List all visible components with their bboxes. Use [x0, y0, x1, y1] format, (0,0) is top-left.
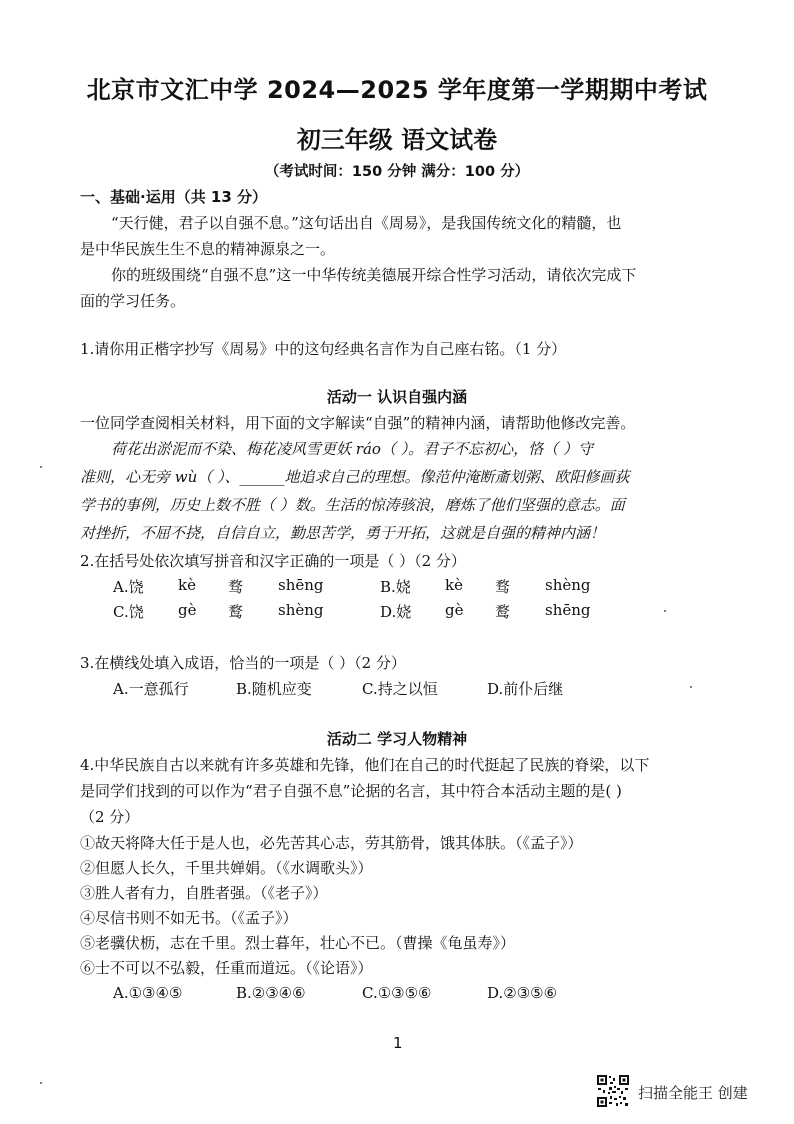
paper-title: 初三年级 语文试卷	[296, 126, 498, 154]
option-pinyin: shēng	[278, 576, 324, 594]
section-heading: 一、基础·运用（共 13 分）	[80, 188, 268, 206]
q4-option-b: B.②③④⑥	[236, 984, 306, 1002]
option-pinyin: shèng	[278, 601, 324, 619]
activity-2-title: 活动二 学习人物精神	[326, 730, 468, 748]
quote-item: ①故天将降大任于是人也，必先苦其心志，劳其筋骨，饿其体肤。（《孟子》）	[80, 834, 583, 852]
question-4-stem: 4.中华民族自古以来就有许多英雄和先锋，他们在自己的时代挺起了民族的脊梁，以下	[80, 756, 650, 774]
passage-line: 学书的事例，历史上数不胜（ ）数。生活的惊涛骇浪，磨炼了他们坚强的意志。面	[80, 496, 625, 514]
scan-speck	[40, 466, 42, 468]
option-pinyin: kè	[178, 576, 196, 594]
qr-code-icon	[596, 1074, 630, 1108]
q3-option-b: B.随机应变	[236, 680, 312, 698]
intro-line: 是中华民族生生不息的精神源泉之一。	[80, 240, 336, 258]
option-pinyin: gè	[445, 601, 464, 619]
option-label: D.娆	[380, 603, 412, 621]
question-3-stem: 3.在横线处填入成语，恰当的一项是（ ）（2 分）	[80, 654, 406, 672]
option-label: A.饶	[113, 578, 144, 596]
passage-line: 对挫折，不屈不挠，自信自立，勤思苦学，勇于开拓，这就是自强的精神内涵！	[80, 524, 606, 542]
option-pinyin: kè	[445, 576, 463, 594]
quote-item: ③胜人者有力，自胜者强。（《老子》）	[80, 884, 328, 902]
question-4-stem: 是同学们找到的可以作为“君子自强不息”论据的名言，其中符合本活动主题的是( )	[80, 782, 622, 800]
option-label: C.饶	[113, 603, 144, 621]
option-pinyin: shèng	[545, 576, 591, 594]
quote-item: ②但愿人长久，千里共婵娟。（《水调歌头》）	[80, 859, 373, 877]
intro-line: “天行健，君子以自强不息。”这句话出自《周易》，是我国传统文化的精髓，也	[111, 214, 622, 232]
exam-info: （考试时间：150 分钟 满分：100 分）	[264, 164, 530, 180]
school-title: 北京市文汇中学 2024—2025 学年度第一学期期中考试	[86, 76, 708, 104]
question-4-points: （2 分）	[80, 808, 140, 826]
q4-option-c: C.①③⑤⑥	[362, 984, 432, 1002]
option-char: 鹜	[228, 603, 244, 621]
question-2-stem: 2.在括号处依次填写拼音和汉字正确的一项是（ ）（2 分）	[80, 552, 466, 570]
passage-line: 准则，心无旁 wù（ ）、______地追求自己的理想。像范仲淹断齑划粥、欧阳修画荻	[80, 468, 630, 486]
intro-line: 面的学习任务。	[80, 292, 186, 310]
quote-item: ④尽信书则不如无书。（《孟子》）	[80, 909, 298, 927]
option-pinyin: shēng	[545, 601, 591, 619]
q3-option-c: C.持之以恒	[362, 680, 438, 698]
question-1: 1.请你用正楷字抄写《周易》中的这句经典名言作为自己座右铭。（1 分）	[80, 340, 567, 358]
q4-option-a: A.①③④⑤	[113, 984, 183, 1002]
passage-line: 荷花出淤泥而不染、梅花凌风雪更妖 ráo（ ）。君子不忘初心，恪（ ）守	[111, 440, 593, 458]
scan-speck	[664, 610, 666, 612]
activity-1-title: 活动一 认识自强内涵	[326, 388, 468, 406]
intro-line: 你的班级围绕“自强不息”这一中华传统美德展开综合性学习活动，请依次完成下	[111, 266, 637, 284]
option-label: B.娆	[380, 578, 411, 596]
q3-option-a: A.一意孤行	[113, 680, 189, 698]
option-char: 鹜	[495, 603, 511, 621]
option-char: 骛	[228, 578, 244, 596]
scan-speck	[40, 1082, 42, 1084]
quote-item: ⑥士不可以不弘毅，任重而道远。（《论语》）	[80, 959, 373, 977]
scanner-watermark: 扫描全能王 创建	[638, 1084, 748, 1102]
scan-speck	[690, 686, 692, 688]
q3-option-d: D.前仆后继	[487, 680, 564, 698]
q4-option-d: D.②③⑤⑥	[487, 984, 558, 1002]
page-number: 1	[393, 1034, 403, 1052]
quote-item: ⑤老骥伏枥，志在千里。烈士暮年，壮心不已。（曹操《龟虽寿》）	[80, 934, 516, 952]
option-pinyin: gè	[178, 601, 197, 619]
activity-1-lead: 一位同学查阅相关材料，用下面的文字解读“自强”的精神内涵，请帮助他修改完善。	[80, 414, 636, 432]
option-char: 骛	[495, 578, 511, 596]
